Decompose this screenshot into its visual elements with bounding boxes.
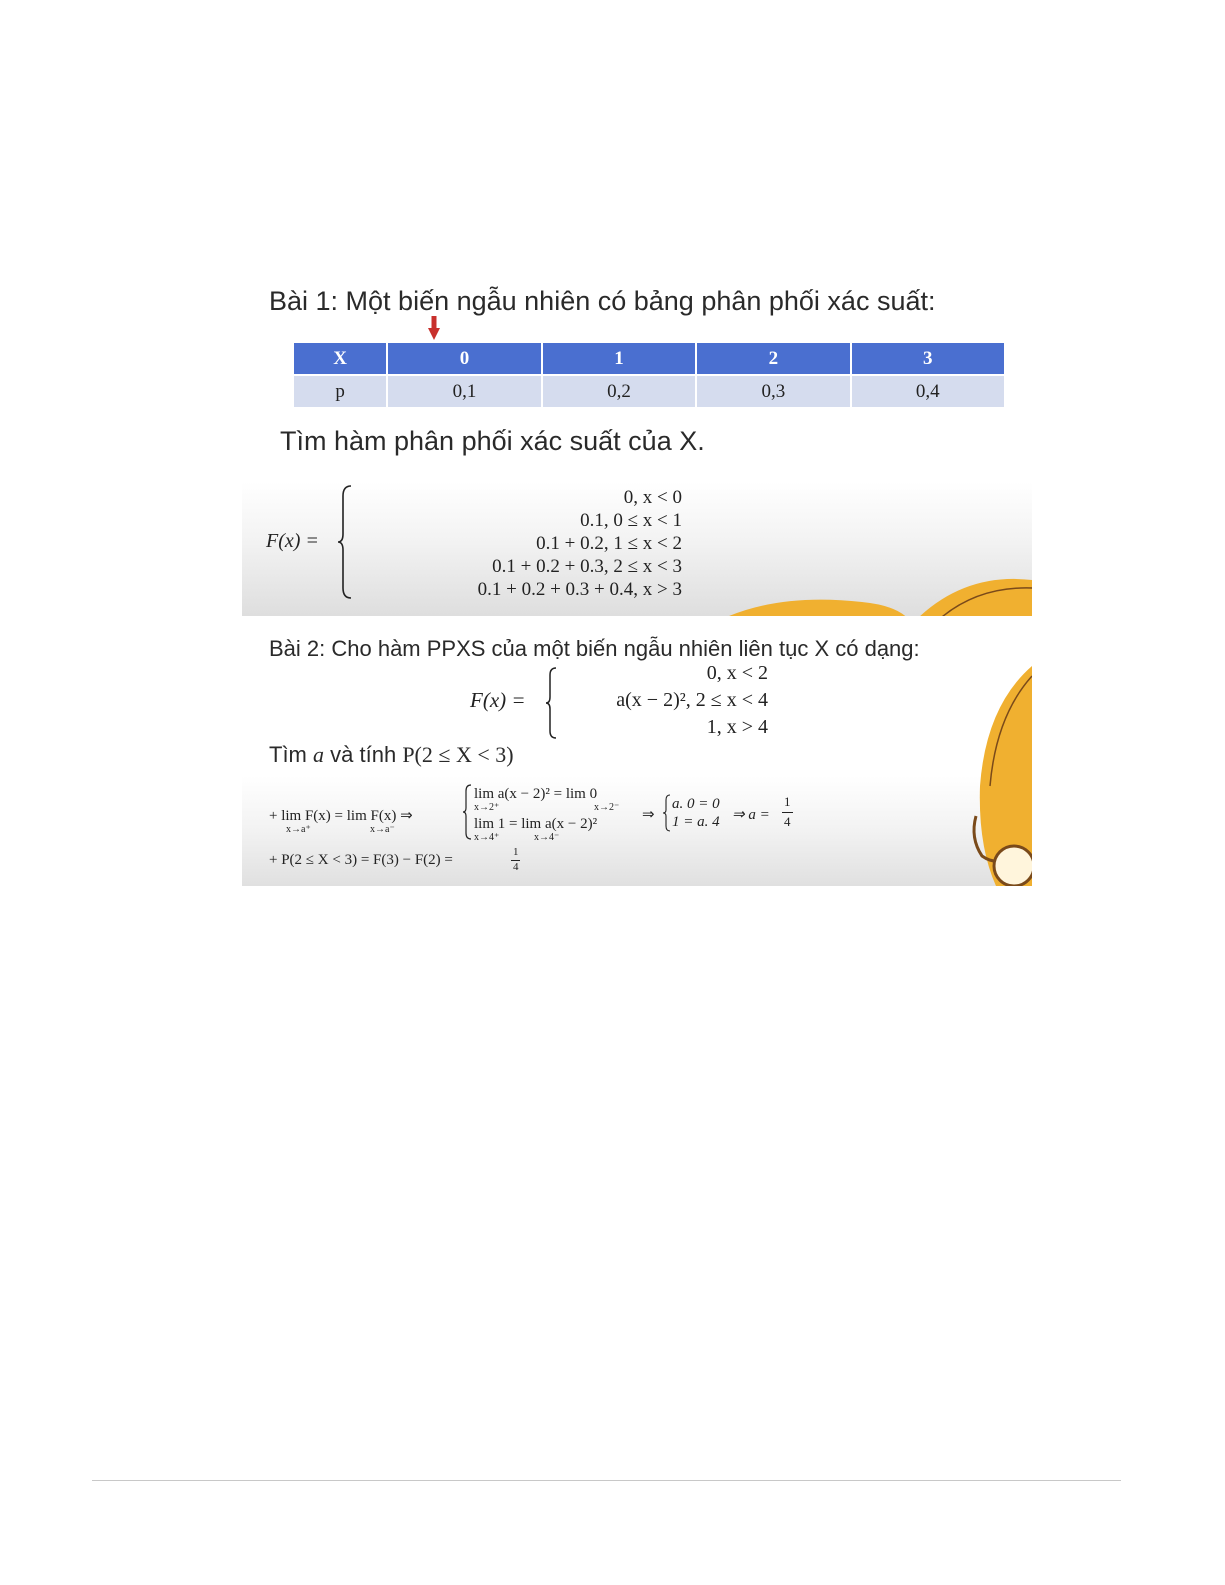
limit-subscript: x→2⁺ bbox=[474, 802, 500, 813]
down-arrow-icon bbox=[428, 316, 440, 340]
limit-subscript: x→4⁺ bbox=[474, 832, 500, 843]
bai1-solution bbox=[242, 482, 1032, 616]
bai2-title: Bài 2: Cho hàm PPXS của một biến ngẫu nhiên liên tục X có dạng: bbox=[269, 636, 920, 661]
table-cell: 2 bbox=[696, 342, 850, 375]
case-line: 0.1 + 0.2, 1 ≤ x < 2 bbox=[536, 533, 682, 554]
table-cell: 3 bbox=[851, 342, 1005, 375]
fraction-denominator: 4 bbox=[784, 814, 791, 829]
table-cell: 0,4 bbox=[851, 375, 1005, 408]
distribution-table bbox=[292, 341, 1006, 409]
system-row: 1 = a. 4 bbox=[672, 814, 720, 830]
table-header-row bbox=[293, 342, 1005, 375]
cartoon-decoration-icon bbox=[712, 574, 1032, 616]
system-row: lim 1 = lim a(x − 2)² bbox=[474, 816, 598, 832]
table-cell: 0 bbox=[387, 342, 541, 375]
table-row bbox=[293, 375, 1005, 408]
bai2-question bbox=[269, 742, 514, 768]
cartoon-owl-icon bbox=[956, 666, 1032, 886]
table-cell: X bbox=[293, 342, 387, 375]
fraction-denominator: 4 bbox=[513, 861, 519, 873]
table-cell: p bbox=[293, 375, 387, 408]
table-cell: 0,2 bbox=[542, 375, 696, 408]
question-mid: và tính bbox=[330, 742, 397, 767]
solution-line-2: + P(2 ≤ X < 3) = F(3) − F(2) = bbox=[269, 852, 453, 868]
fraction-numerator: 1 bbox=[784, 794, 791, 809]
question-variable: a bbox=[313, 742, 325, 767]
result-a: ⇒ a = bbox=[732, 807, 770, 823]
case-line: 0, x < 0 bbox=[623, 487, 682, 508]
table-cell: 0,3 bbox=[696, 375, 850, 408]
fraction-bar bbox=[782, 812, 793, 813]
footer-divider bbox=[92, 1480, 1121, 1481]
case-line: 1, x > 4 bbox=[706, 716, 768, 738]
bai1-question: Tìm hàm phân phối xác suất của X. bbox=[280, 426, 705, 456]
case-line: a(x − 2)², 2 ≤ x < 4 bbox=[616, 689, 768, 711]
left-brace-icon bbox=[662, 794, 671, 832]
bai1-title: Bài 1: Một biến ngẫu nhiên có bảng phân phối xác suất: bbox=[269, 286, 936, 316]
bai2-lhs: F(x) = bbox=[470, 688, 526, 712]
case-line: 0.1, 0 ≤ x < 1 bbox=[580, 510, 682, 531]
slide-bai-2 bbox=[242, 616, 1032, 886]
case-line: 0.1 + 0.2 + 0.3 + 0.4, x > 3 bbox=[477, 579, 682, 600]
question-prefix: Tìm bbox=[269, 742, 307, 767]
case-line: 0.1 + 0.2 + 0.3, 2 ≤ x < 3 bbox=[492, 556, 682, 577]
system-row: lim a(x − 2)² = lim 0 bbox=[474, 786, 598, 802]
bai1-lhs: F(x) = bbox=[266, 530, 319, 552]
slide-bai-1 bbox=[242, 262, 1032, 616]
solution-line-1-start: + lim F(x) = lim F(x) ⇒ bbox=[269, 808, 413, 824]
limit-subscript: x→a⁻ bbox=[370, 824, 395, 835]
bai2-solution bbox=[242, 776, 1032, 886]
table-cell: 0,1 bbox=[387, 375, 541, 408]
limit-subscript: x→a⁺ bbox=[286, 824, 311, 835]
question-expression: P(2 ≤ X < 3) bbox=[402, 742, 514, 767]
limit-subscript: x→4⁻ bbox=[534, 832, 560, 843]
case-line: 0, x < 2 bbox=[706, 662, 768, 684]
system-row: a. 0 = 0 bbox=[672, 796, 720, 812]
table-cell: 1 bbox=[542, 342, 696, 375]
limit-subscript: x→2⁻ bbox=[594, 802, 620, 813]
fraction-numerator: 1 bbox=[513, 846, 519, 858]
left-brace-icon bbox=[462, 784, 472, 840]
bai1-cases bbox=[242, 486, 682, 601]
implies-symbol: ⇒ bbox=[642, 807, 655, 823]
bai2-cases bbox=[542, 660, 768, 741]
